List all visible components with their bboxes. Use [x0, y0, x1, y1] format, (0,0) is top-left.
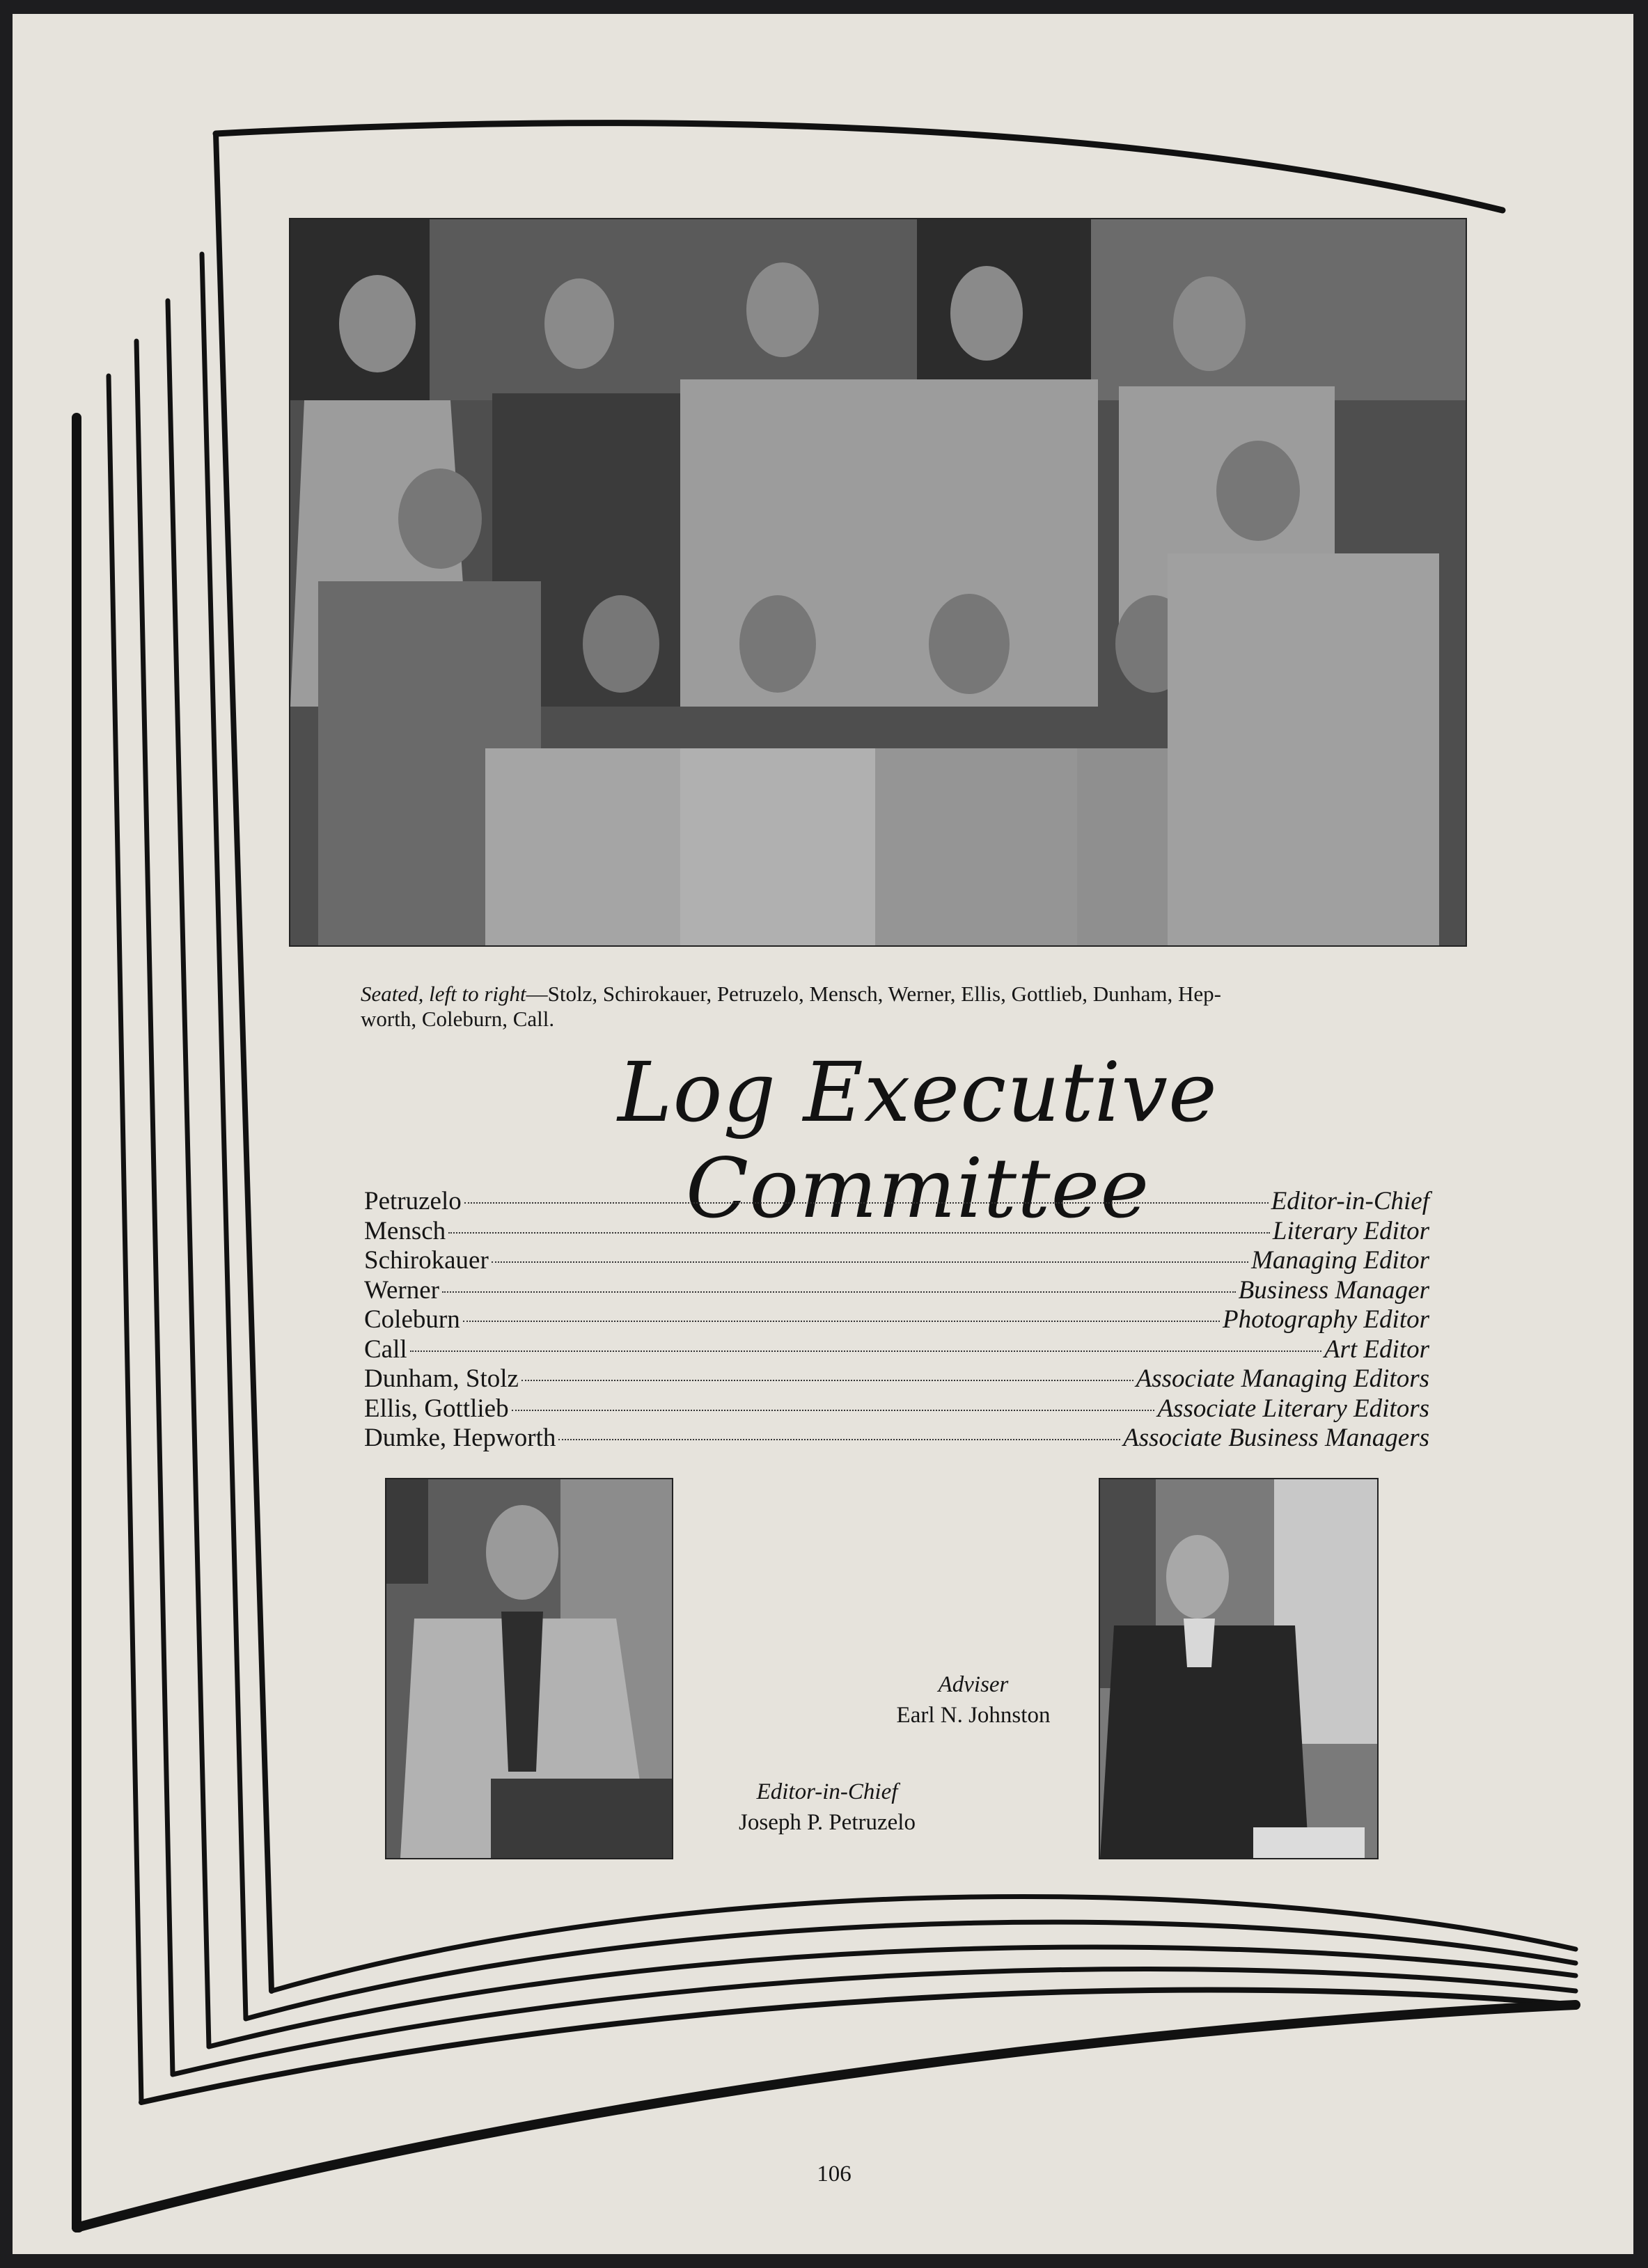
editor-label	[695, 1777, 959, 1838]
roster-row	[364, 1216, 1429, 1246]
photo-caption	[361, 982, 1426, 1032]
roster-name: Dunham, Stolz	[364, 1364, 519, 1393]
adviser-portrait-photo	[1099, 1478, 1379, 1859]
roster-name: Schirokauer	[364, 1246, 489, 1275]
page-title: Log Executive Committee	[618, 1044, 1218, 1236]
dot-leader	[410, 1350, 1321, 1352]
roster-name: Coleburn	[364, 1305, 460, 1334]
roster-row	[364, 1305, 1429, 1334]
page-number: 106	[817, 2161, 852, 2187]
group-photo	[289, 218, 1467, 947]
dot-leader	[512, 1410, 1155, 1411]
roster-row	[364, 1245, 1429, 1275]
roster-name: Petruzelo	[364, 1187, 462, 1215]
dot-leader	[558, 1439, 1120, 1440]
roster-role: Associate Literary Editors	[1157, 1394, 1429, 1423]
editor-name: Joseph P. Petruzelo	[739, 1810, 916, 1835]
roster-row	[364, 1364, 1429, 1394]
roster-role: Photography Editor	[1222, 1305, 1429, 1334]
roster-role: Art Editor	[1324, 1334, 1429, 1364]
dot-leader	[448, 1232, 1270, 1234]
roster-name: Call	[364, 1334, 407, 1364]
roster-name: Ellis, Gottlieb	[364, 1394, 509, 1423]
roster-name: Werner	[364, 1275, 439, 1305]
roster-role: Business Manager	[1238, 1275, 1429, 1305]
yearbook-page	[13, 14, 1633, 2254]
adviser-role: Adviser	[938, 1672, 1009, 1697]
dot-leader	[442, 1291, 1236, 1293]
adviser-name: Earl N. Johnston	[896, 1703, 1051, 1728]
roster-name: Mensch	[364, 1216, 446, 1245]
caption-names-line2: worth, Coleburn, Call.	[361, 1007, 555, 1031]
roster-list	[364, 1186, 1429, 1453]
roster-row	[364, 1275, 1429, 1305]
dot-leader	[492, 1261, 1248, 1263]
caption-names: —Stolz, Schirokauer, Petruzelo, Mensch, Werner, Ellis, Gottlieb, Dunham, Hep-	[526, 982, 1221, 1006]
roster-role: Associate Managing Editors	[1136, 1364, 1429, 1393]
dot-leader	[521, 1380, 1133, 1381]
roster-row	[364, 1423, 1429, 1453]
roster-row	[364, 1394, 1429, 1424]
roster-role: Associate Business Managers	[1123, 1424, 1429, 1452]
roster-role: Editor-in-Chief	[1271, 1187, 1429, 1215]
roster-row	[364, 1334, 1429, 1364]
caption-lead: Seated, left to right	[361, 982, 526, 1006]
editor-portrait-photo	[385, 1478, 673, 1859]
roster-role: Literary Editor	[1272, 1216, 1429, 1245]
dot-leader	[463, 1321, 1220, 1322]
adviser-label	[848, 1669, 1099, 1731]
editor-role: Editor-in-Chief	[756, 1779, 898, 1804]
dot-leader	[464, 1202, 1269, 1204]
roster-role: Managing Editor	[1251, 1246, 1429, 1275]
roster-row	[364, 1186, 1429, 1216]
roster-name: Dumke, Hepworth	[364, 1424, 556, 1452]
